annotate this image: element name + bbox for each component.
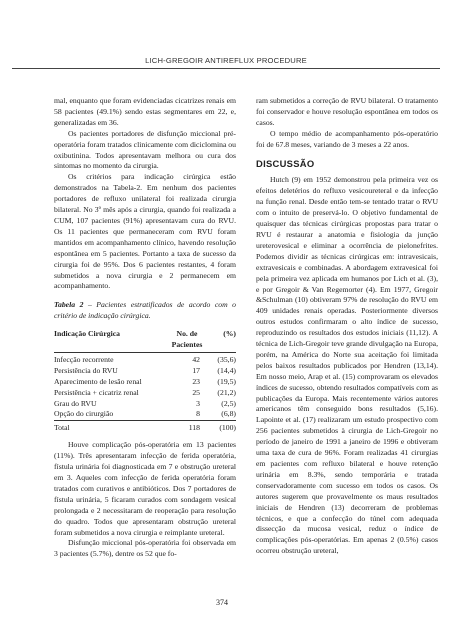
paragraph: Disfunção miccional pós-operatória foi observada em 3 pacientes (5.7%), dentre os 52 que fo-	[54, 538, 236, 559]
row-percent: (19,5)	[217, 376, 236, 386]
row-label: Infecção recorrente	[54, 354, 114, 364]
row-count: 3	[196, 398, 200, 408]
row-label: Persistência do RVU	[54, 365, 118, 375]
row-percent: (35,6)	[217, 354, 236, 364]
row-count: 42	[192, 354, 200, 364]
header-percent: (%)	[206, 329, 236, 352]
paragraph: ram submetidos a correção de RVU bilateral. O tratamento foi conservador e houve resolução espontânea em todos os casos.	[256, 96, 438, 127]
total-percent: (100)	[206, 421, 236, 434]
row-label: Aparecimento de lesão renal	[54, 376, 142, 386]
paragraph: Hutch (9) em 1952 demonstrou pela primeira vez os efeitos deletérios do refluxo vesicoureteral e da infecção na função renal. Desde então tem-se tentado tratar o RVU com o intuito de preservá-lo. O objetivo fundamental de quaisquer das técnicas cirúrgicas propostas para tratar o RVU é restaurar a anatomia e fisiologia da junção ureterovesical e eliminar a ocorrência de pielonefrites. Podemos dividir as técnicas cirúrgicas em: intravesicais, extravesicais e combinadas. A abordagem extravesical foi pela primeira vez aplicada em humanos por Lich et al. (3), e por Gregoir & Van Regemorter (4). Em 1977, Gregoir &Schulman (10) obtiveram 97% de resolução do RVU em 409 unidades renais operadas. Posteriormente diversos outros estudos confirmaram o alto índice de sucesso, reproduzindo os resultados dos estudos iniciais (11,12). A técnica de Lich-Gregoir teve grande divulgação na Europa, porém, na América do Norte sua aceitação foi limitada pelos baixos resultados publicados por Hendren (13,14). Em nosso meio, Arap et al. (15) comprovaram os elevados índices de sucesso, obtendo resultados compatíveis com as publicações da Europa. Mais recentemente vários autores americanos têm conseguido bons resultados (5,16). Lapointe et al. (17) realizaram um estudo prospectivo com 256 pacientes submetidos à cirurgia de Lich-Gregoir no período de janeiro de 1991 a janeiro de 1996 e obtiveram uma taxa de cura de 96%. Foram realizadas 41 cirurgias em pacientes com refluxo bilateral e houve retenção urinária em 8.3%, sendo temporária e tratada conservadoramente com sucesso em todos os casos. Os autores sugerem que provavelmente os maus resultados iniciais de Hendren (13) decorreram de problemas técnicos, e que a confecção do túnel com adequada dissecção da mucosa vesical, reduz o índice de complicações pós-operatórias. Em apenas 2 (0.5%) casos ocorreu obstrução ureteral,	[256, 175, 438, 556]
running-title: LICH-GREGOIR ANTIREFLUX PROCEDURE	[145, 56, 307, 65]
table-row	[54, 377, 236, 388]
running-header	[12, 56, 440, 69]
table-total-row	[54, 421, 236, 434]
row-count: 25	[192, 387, 200, 397]
table-label: Tabela 2	[54, 300, 84, 310]
total-label: Total	[54, 421, 168, 434]
row-percent: (14,4)	[217, 365, 236, 375]
table-row	[54, 399, 236, 410]
table-row	[54, 388, 236, 399]
table-row	[54, 409, 236, 420]
table-caption	[54, 300, 236, 322]
total-count: 118	[168, 421, 206, 434]
indication-table	[54, 329, 236, 434]
header-indication: Indicação Cirúrgica	[54, 329, 168, 352]
table-row	[54, 366, 236, 377]
table-row	[54, 352, 236, 365]
paragraph: Houve complicação pós-operatória em 13 pacientes (11%). Três apresentaram infecção de ferida operatória, fístula urinária foi diagnosticada em 7 e obstrução ureteral em 3. Aqueles com infecção de ferida operatória foram tratados com curativos e antibióticos. Dos 7 portadores de fístula urinária, 5 ficaram curados com sondagem vesical prolongada e 2 necessitaram de reoperação para resolução do quadro. Todos que apresentaram obstrução ureteral foram submetidos a nova cirurgia e reimplante ureteral.	[54, 440, 236, 537]
right-column	[256, 96, 438, 557]
paragraph: O tempo médio de acompanhamento pós-operatório foi de 67.8 meses, variando de 3 meses a 22 anos.	[256, 128, 438, 149]
row-percent: (6,8)	[221, 409, 236, 419]
header-patients: No. de Pacientes	[168, 329, 206, 352]
section-heading: DISCUSSÃO	[256, 157, 315, 169]
row-count: 8	[196, 409, 200, 419]
paragraph: mal, enquanto que foram evidenciadas cicatrizes renais em 58 pacientes (49.1%) sendo estas segmentares em 22, e, generalizadas em 36.	[54, 96, 236, 127]
row-label: Opção do cirurgião	[54, 409, 114, 419]
paragraph: Os pacientes portadores de disfunção miccional pré-operatória foram tratados clinicamente com diciclomina ou oxibutinina. Todos apresentavam melhora ou cura dos sintomas no momento da cirurgia.	[54, 128, 236, 171]
table-header-row	[54, 329, 236, 352]
row-count: 23	[192, 376, 200, 386]
row-label: Persistência + cicatriz renal	[54, 387, 139, 397]
paragraph: Os critérios para indicação cirúrgica estão demonstrados na Tabela-2. Em nenhum dos pacientes portadores de refluxo unilateral foi realizada cirurgia bilateral. No 3º mês após a cirurgia, quando foi realizada a CUM, 107 pacientes (91%) apresentavam cura do RVU. Os 11 pacientes que permaneceram com RVU foram mantidos em acompanhamento clínico, havendo resolução espontânea em 5 pacientes. Portanto a taxa de sucesso da cirurgia foi de 95%. Dos 6 pacientes restantes, 4 foram submetidos a nova cirurgia e 2 permanecem em acompanhamento.	[54, 172, 236, 291]
page-number: 374	[216, 598, 228, 607]
row-label: Grau do RVU	[54, 398, 97, 408]
table-caption-text: – Pacientes estratificados de acordo com o critério de indicação cirúrgica.	[54, 300, 236, 321]
row-count: 17	[192, 365, 200, 375]
row-percent: (2,5)	[221, 398, 236, 408]
left-column	[54, 96, 236, 560]
row-percent: (21,2)	[217, 387, 236, 397]
